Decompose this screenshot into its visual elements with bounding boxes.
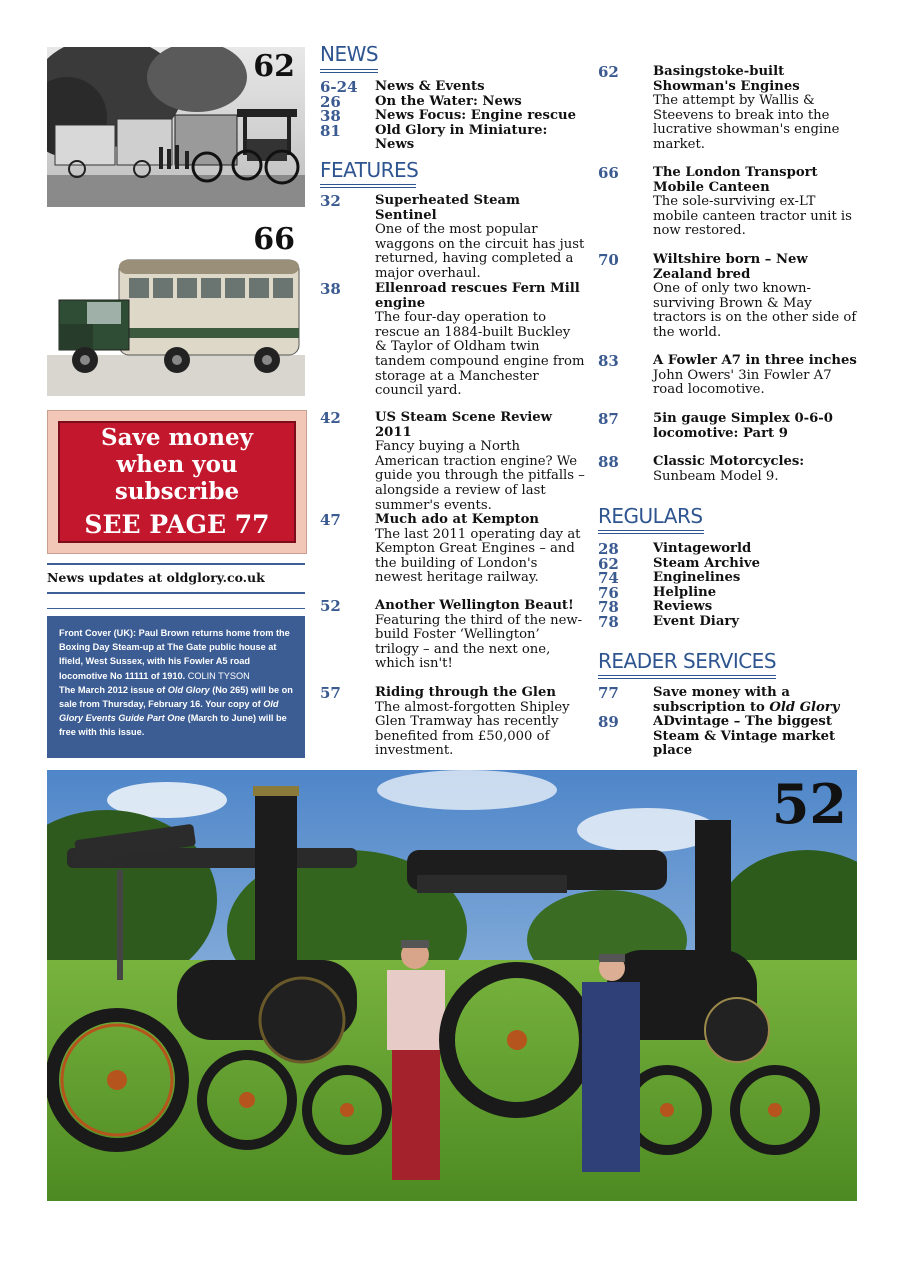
heading-rule (598, 530, 704, 531)
news-page-number: 26 (320, 92, 341, 111)
cover-lead: Front Cover (UK): (59, 628, 137, 638)
feature-item[interactable] (598, 65, 868, 155)
feature-title[interactable]: Another Wellington Beaut! (375, 598, 574, 613)
divider (47, 563, 305, 565)
reader-service-title[interactable]: ADvintage – The biggest Steam & Vintage market place (653, 714, 836, 759)
feature-page-number: 52 (320, 597, 341, 615)
feature-description: The last 2011 operating day at Kempton Great Engines – and the building of London's newest heritage railway. (375, 526, 581, 586)
heading-rule (320, 187, 416, 188)
news-item-title[interactable]: News Focus: Engine rescue (375, 108, 576, 123)
feature-item[interactable] (598, 166, 868, 246)
news-page-number: 6-24 (320, 78, 358, 96)
feature-item[interactable] (320, 513, 590, 593)
feature-page-number: 70 (598, 251, 619, 269)
regular-page-number: 76 (598, 583, 619, 602)
feature-title[interactable]: Much ado at Kempton (375, 512, 539, 527)
cover-issue-text-3: (March to June) will be free with this issue. (59, 713, 287, 738)
feature-description: The attempt by Wallis & Steevens to break into the lucrative showman's engine market. (653, 93, 840, 152)
subscribe-line-3: subscribe (114, 477, 240, 505)
feature-page-number: 32 (320, 192, 341, 210)
subscribe-line-1: Save money (101, 423, 253, 451)
feature-description: John Owers' 3in Fowler A7 road locomotive. (653, 367, 832, 398)
news-item-title[interactable]: Old Glory in Miniature: News (375, 122, 548, 152)
cover-text: Paul Brown returns home from the Boxing Day Steam-up at The Gate public house at Ifield, West Sussex, with his Fowler A5 road locomotive No 11111 of 1910. (59, 628, 290, 681)
cover-guide-title: Old Glory Events Guide Part One (59, 699, 279, 724)
news-page-number: 38 (320, 107, 341, 125)
regular-page-number: 28 (598, 540, 619, 558)
reader-service-item[interactable] (598, 715, 868, 765)
heading-rule (320, 72, 378, 73)
news-item-title[interactable]: News & Events (375, 79, 485, 94)
feature-title[interactable]: Riding through the Glen (375, 685, 556, 700)
cover-credit: COLIN TYSON (185, 670, 250, 681)
divider (47, 608, 305, 609)
feature-item[interactable] (320, 599, 590, 679)
news-list (320, 78, 590, 152)
feature-page-number: 47 (320, 511, 341, 529)
news-item-title[interactable]: On the Water: News (375, 93, 522, 109)
cover-issue-text: The March 2012 issue of (59, 684, 168, 695)
feature-page-number: 38 (320, 280, 341, 298)
feature-title[interactable]: The London Transport Mobile Canteen (653, 165, 818, 195)
feature-description: The four-day operation to rescue an 1884-built Buckley & Taylor of Oldham twin tandem compound engine from storage at a Manchester council yard. (375, 310, 585, 399)
reader-service-page-number: 77 (598, 684, 619, 702)
feature-title[interactable]: A Fowler A7 in three inches (653, 353, 857, 368)
section-heading-regulars: REGULARS (598, 504, 703, 528)
subscribe-panel[interactable] (58, 421, 296, 543)
photo-lt-canteen (47, 220, 305, 396)
subscribe-page-link[interactable]: SEE PAGE 77 (84, 509, 270, 539)
heading-rule (598, 675, 776, 676)
feature-title[interactable]: US Steam Scene Review 2011 (375, 410, 552, 440)
regular-item-title[interactable]: Event Diary (653, 613, 739, 629)
feature-page-number: 83 (598, 352, 619, 370)
reader-service-page-number: 89 (598, 713, 619, 731)
heading-rule (598, 533, 704, 534)
news-updates-link[interactable]: News updates at oldglory.co.uk (47, 570, 265, 585)
photo-showmans-engines (47, 47, 305, 207)
regular-item-title[interactable]: Vintageworld (653, 541, 752, 556)
photo-page-number: 52 (771, 772, 847, 836)
feature-page-number: 62 (598, 63, 619, 81)
cover-caption (47, 616, 305, 758)
feature-description: Featuring the third of the new-build Foster ‘Wellington’ trilogy – and the next one, which isn't! (375, 612, 583, 672)
subscribe-line-2: when you (116, 450, 238, 478)
feature-item[interactable] (598, 412, 868, 447)
feature-page-number: 42 (320, 409, 341, 427)
feature-page-number: 87 (598, 410, 619, 428)
feature-description: One of the most popular waggons on the circuit has just returned, having completed a major overhaul. (375, 222, 585, 281)
heading-rule (598, 678, 776, 679)
feature-item[interactable] (320, 686, 590, 766)
cover-mag-title: Old Glory (167, 684, 210, 695)
feature-item[interactable] (320, 192, 590, 281)
photo-page-number: 66 (253, 222, 295, 257)
photo-page-number: 62 (253, 49, 295, 84)
heading-rule (320, 69, 378, 70)
feature-description: The sole-surviving ex-LT mobile canteen tractor unit is now restored. (653, 194, 852, 239)
traction-engines-photo (47, 770, 857, 1201)
feature-description: One of only two known-surviving Brown & May tractors is on the other side of the world. (653, 281, 857, 340)
subscribe-promo[interactable] (47, 410, 307, 554)
heading-rule (320, 184, 416, 185)
news-page-number: 81 (320, 121, 341, 140)
regular-item-title[interactable]: Helpline (653, 584, 717, 600)
feature-title[interactable]: Superheated Steam Sentinel (375, 193, 520, 223)
section-heading-reader-services: READER SERVICES (598, 649, 777, 673)
regular-page-number: 78 (598, 598, 619, 616)
regular-page-number: 74 (598, 569, 619, 587)
section-heading-news: NEWS (320, 42, 379, 66)
feature-item[interactable] (598, 253, 868, 343)
reader-service-title[interactable]: Save money with a subscription to (653, 685, 790, 715)
regular-page-number: 78 (598, 612, 619, 631)
feature-title[interactable]: Classic Motorcycles: (653, 454, 805, 469)
feature-description: The almost-forgotten Shipley Glen Tramway has recently benefited from £50,000 of investment. (375, 699, 570, 759)
feature-description: Fancy buying a North American traction engine? We guide you through the pitfalls – alongside a review of last summer's events. (375, 439, 585, 513)
cover-issue-text-2: (No 265) will be on sale from Thursday, February 16. Your copy of (59, 684, 293, 710)
reader-service-mag-title[interactable]: Old Glory (769, 699, 840, 715)
feature-page-number: 66 (598, 164, 619, 182)
regular-item-title[interactable]: Enginelines (653, 570, 741, 585)
regular-page-number: 62 (598, 554, 619, 573)
feature-item[interactable] (598, 455, 868, 490)
regulars-list (598, 542, 868, 632)
feature-title[interactable]: 5in gauge Simplex 0-6-0 locomotive: Part 9 (653, 411, 833, 441)
feature-page-number: 88 (598, 453, 619, 471)
regular-item-title[interactable]: Reviews (653, 599, 713, 614)
divider (47, 592, 305, 594)
regular-item-title[interactable]: Steam Archive (653, 555, 760, 571)
feature-title[interactable]: Wiltshire born – New Zealand bred (653, 252, 808, 282)
feature-title[interactable]: Basingstoke-built Showman's Engines (653, 64, 800, 94)
feature-title[interactable]: Ellenroad rescues Fern Mill engine (375, 281, 580, 311)
feature-item[interactable] (320, 282, 590, 402)
feature-item[interactable] (598, 354, 868, 404)
feature-description: Sunbeam Model 9. (653, 468, 779, 484)
feature-page-number: 57 (320, 684, 341, 702)
photo-wellington-engines (47, 770, 857, 1201)
feature-item[interactable] (320, 409, 590, 513)
section-heading-features: FEATURES (320, 158, 419, 182)
